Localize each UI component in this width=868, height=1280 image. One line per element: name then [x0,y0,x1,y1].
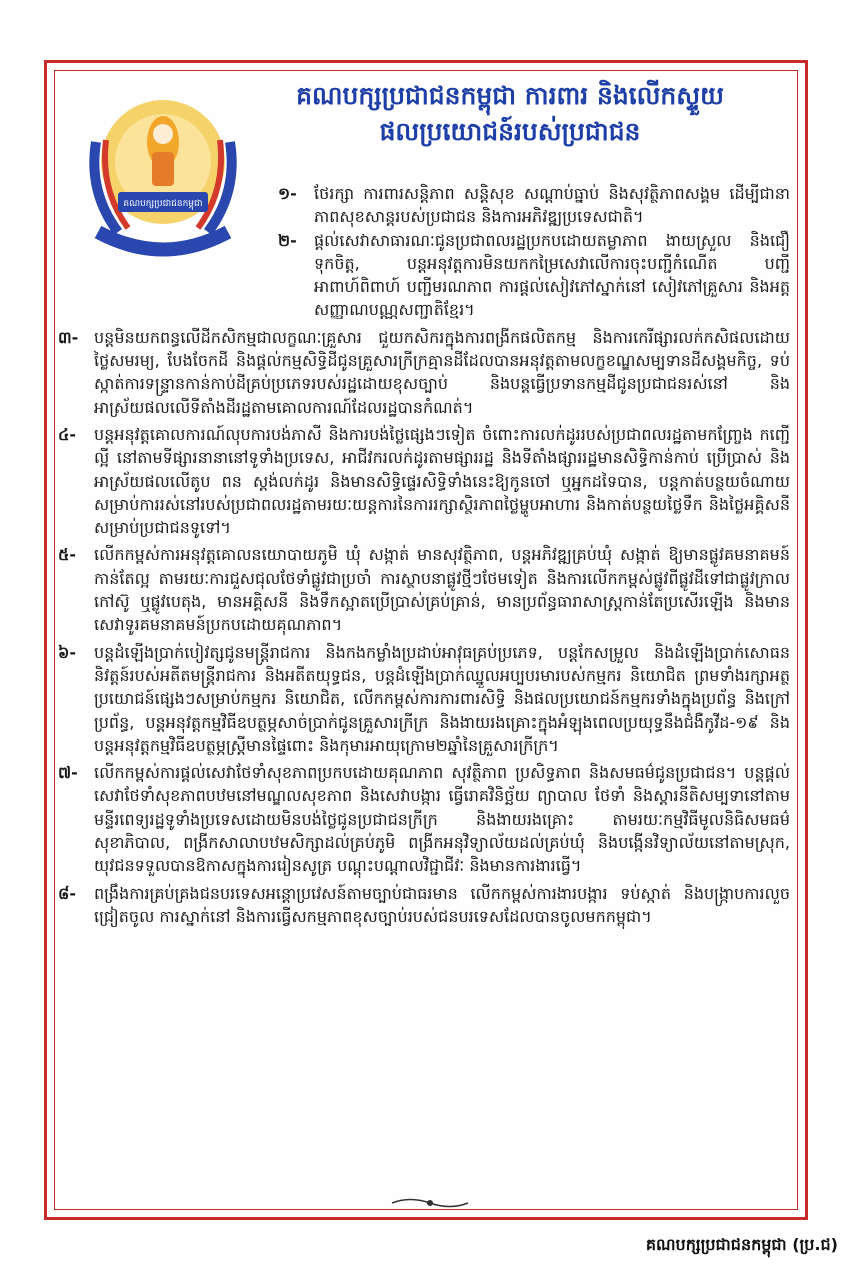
item-number: ៣- [58,327,79,347]
item-text: ពង្រឹងការគ្រប់គ្រងជនបរទេសអន្តោប្រវេសន៍តាមច្បាប់ជាធរមាន លើកកម្ពស់ការងារបង្ការ ទប់ស្កាត់ និងបង្ក្រាបការលួចជ្រៀតចូល ការស្នាក់នៅ និងការធ្វើសកម្មភាពខុសច្បាប់របស់ជនបរទេសដែលបានចូលមកកម្ពុជា។ [94,883,790,926]
list-item [58,761,790,877]
list-item [58,543,790,636]
footer-signature: គណបក្សប្រជាជនកម្ពុជា (ប្រ.ជ) [645,1235,838,1254]
item-text: លើកកម្ពស់ការអនុវត្តគោលនយោបាយភូមិ ឃុំ សង្កាត់ មានសុវត្ថិភាព, បន្តអភិវឌ្ឍគ្រប់ឃុំ សង្កាត់ ឱ្យមានផ្លូវគមនាគមន៍កាន់តែល្អ តាមរយៈការជួសជុលថែទាំផ្លូវជាប្រចាំ ការស្ថាបនាផ្លូវថ្មីៗថែមទៀត និងការលើកកម្ពស់ផ្លូវពីផ្លូវដីទៅជាផ្លូវក្រាលកៅស៊ូ ឬផ្លូវបេតុង, មានអគ្គិសនី និងទឹកស្អាតប្រើប្រាស់គ្រប់គ្រាន់, មានប្រព័ន្ធធារាសាស្ត្រកាន់តែប្រសើរឡើង និងមានសេវាទូរគមនាគមន៍ប្រកបដោយគុណភាព។ [94,545,790,635]
item-text: បន្តអនុវត្តគោលការណ៍លុបការបង់ភាសី និងការបង់ថ្លៃផ្សេងៗទៀត ចំពោះការលក់ដូររបស់ប្រជាពលរដ្ឋតាមកញ្ច្រែង កញ្ជើ ល្អី នៅតាមទីផ្សារនានានៅទូទាំងប្រទេស, អាជីវករលក់ដូរតាមផ្សាររដ្ឋ និងទីតាំងផ្សាររដ្ឋមានសិទ្ធិកាន់កាប់ ប្រើប្រាស់ និងអាស្រ័យផលលើតូប ពន ស្តង់លក់ដូរ និងមានសិទ្ធិផ្ទេរសិទ្ធិទាំងនេះឱ្យកូនចៅ ឬអ្នកដទៃបាន, បន្តកាត់បន្ថយចំណាយសម្រាប់ការរស់នៅរបស់ប្រជាពលរដ្ឋតាមរយៈយន្តការនៃការរក្សាស្ថិរភាពថ្លៃម្ហូបអាហារ និងកាត់បន្ថយថ្លៃទឹក និងថ្លៃអគ្គិសនីសម្រាប់ប្រជាជនទូទៅ។ [94,424,790,538]
item-text: បន្តមិនយកពន្ធលើដីកសិកម្មជាលក្ខណៈគ្រួសារ ជួយកសិករក្នុងការពង្រីកផលិតកម្ម និងការកេរីផ្សារលក់កសិផលដោយថ្លៃសមរម្យ, បែងចែកដី និងផ្តល់កម្មសិទ្ធិដីជូនគ្រួសារក្រីក្រគ្មានដីដែលបានអនុវត្តតាមលក្ខខណ្ឌសម្បទានដីសង្គមកិច្ច, ទប់ស្កាត់ការទន្ទ្រានកាន់កាប់ដីគ្រប់ប្រភេទរបស់រដ្ឋដោយខុសច្បាប់ និងបន្តធ្វើប្រទានកម្មដីជូនប្រជាជនរស់នៅ និងអាស្រ័យផលលើទីតាំងដីរដ្ឋតាមគោលការណ៍ដែលរដ្ឋបានកំណត់។ [94,327,790,417]
item-number: ៦- [58,642,76,662]
item-number: ៧- [58,763,78,783]
ornament-divider-icon [390,1196,470,1210]
item-text: ផ្តល់សេវាសាធារណៈជូនប្រជាពលរដ្ឋប្រកបដោយតម្លាភាព ងាយស្រួល និងជឿទុកចិត្ត, បន្តអនុវត្តការមិនយកកម្រៃសេវាលើការចុះបញ្ជីកំណើត បញ្ជីអាពាហ៍ពិពាហ៍ បញ្ជីមរណភាព ការផ្តល់សៀវភៅស្នាក់នៅ សៀវភៅគ្រួសារ និងអត្តសញ្ញាណបណ្ណសញ្ជាតិខ្មែរ។ [314,230,790,320]
item-text: ថែរក្សា ការពារសន្តិភាព សន្តិសុខ សណ្តាប់ធ្នាប់ និងសុវត្ថិភាពសង្គម ដើម្បីជានាភាពសុខសាន្តរបស់ប្រជាជន និងការអភិវឌ្ឍប្រទេសជាតិ។ [314,184,790,227]
item-number: ១- [278,184,297,203]
title-line-2: ផលប្រយោជន៍របស់ប្រជាជន [379,117,641,146]
item-number: ២- [278,230,297,250]
item-number: ៨- [58,883,76,903]
list-item [58,641,790,757]
list-item [58,326,790,419]
list-item [58,423,790,539]
title-line-1: គណបក្សប្រជាជនកម្ពុជា ការពារ និងលើកស្ទួយ [296,81,724,110]
list-item [58,882,790,929]
policy-list [58,182,790,928]
list-item [58,182,790,229]
item-text: បន្តដំឡើងប្រាក់បៀវត្សជូនមន្ត្រីរាជការ និងកងកម្លាំងប្រដាប់អាវុធគ្រប់ប្រភេទ, បន្តកែសម្រួល និងដំឡើងប្រាក់សោធននិវត្តន៍របស់អតីតមន្ត្រីរាជការ និងអតីតយុទ្ធជន, បន្តដំឡើងប្រាក់ឈ្នួលអប្បបរមារបស់កម្មករ និយោជិត ព្រមទាំងរក្សាអត្ថប្រយោជន៍ផ្សេងៗសម្រាប់កម្មករ និយោជិត, លើកកម្ពស់ការការពារសិទ្ធិ និងផលប្រយោជន៍កម្មករទាំងក្នុងប្រព័ន្ធ និងក្រៅប្រព័ន្ធ, បន្តអនុវត្តកម្មវិធីឧបត្ថម្ភសាច់ប្រាក់ជូនគ្រួសារក្រីក្រ និងងាយរងគ្រោះក្នុងអំឡុងពេលប្រយុទ្ធនឹងជំងឺកូវីដ-១៩ និងបន្តអនុវត្តកម្មវិធីឧបត្ថម្ភស្ត្រីមានផ្ទៃពោះ និងកុមារអាយុក្រោម២ឆ្នាំនៃគ្រួសារក្រីក្រ។ [94,642,790,755]
item-text: លើកកម្ពស់ការផ្តល់សេវាថែទាំសុខភាពប្រកបដោយគុណភាព សុវត្ថិភាព ប្រសិទ្ធភាព និងសមធម៌ជូនប្រជាជន។ បន្តផ្តល់សេវាថែទាំសុខភាពបឋមនៅមណ្ឌលសុខភាព និងសេវាបង្ការ ធ្វើរោគវិនិច្ឆ័យ ព្យាបាល ថែទាំ និងស្តារនីតិសម្បទានៅតាមមន្ទីរពេទ្យរដ្ឋទូទាំងប្រទេសដោយមិនបង់ថ្លៃជូនប្រជាជនក្រីក្រ និងងាយរងគ្រោះ តាមរយៈកម្មវិធីមូលនិធិសមធម៌សុខាភិបាល, ពង្រីកសាលាបឋមសិក្សាដល់គ្រប់ភូមិ ពង្រីកអនុវិទ្យាល័យដល់គ្រប់ឃុំ និងបង្កើនវិទ្យាល័យនៅតាមស្រុក, យុវជនទទួលបានឱកាសក្នុងការរៀនសូត្រ បណ្តុះបណ្តាលវិជ្ជាជីវៈ និងមានការងារធ្វើ។ [94,763,790,876]
page-title [260,78,760,150]
item-number: ៥- [58,545,76,565]
logo-banner: គណបក្សប្រជាជនកម្ពុជា [123,199,203,209]
item-number: ៤- [58,424,76,444]
list-item [58,229,790,322]
